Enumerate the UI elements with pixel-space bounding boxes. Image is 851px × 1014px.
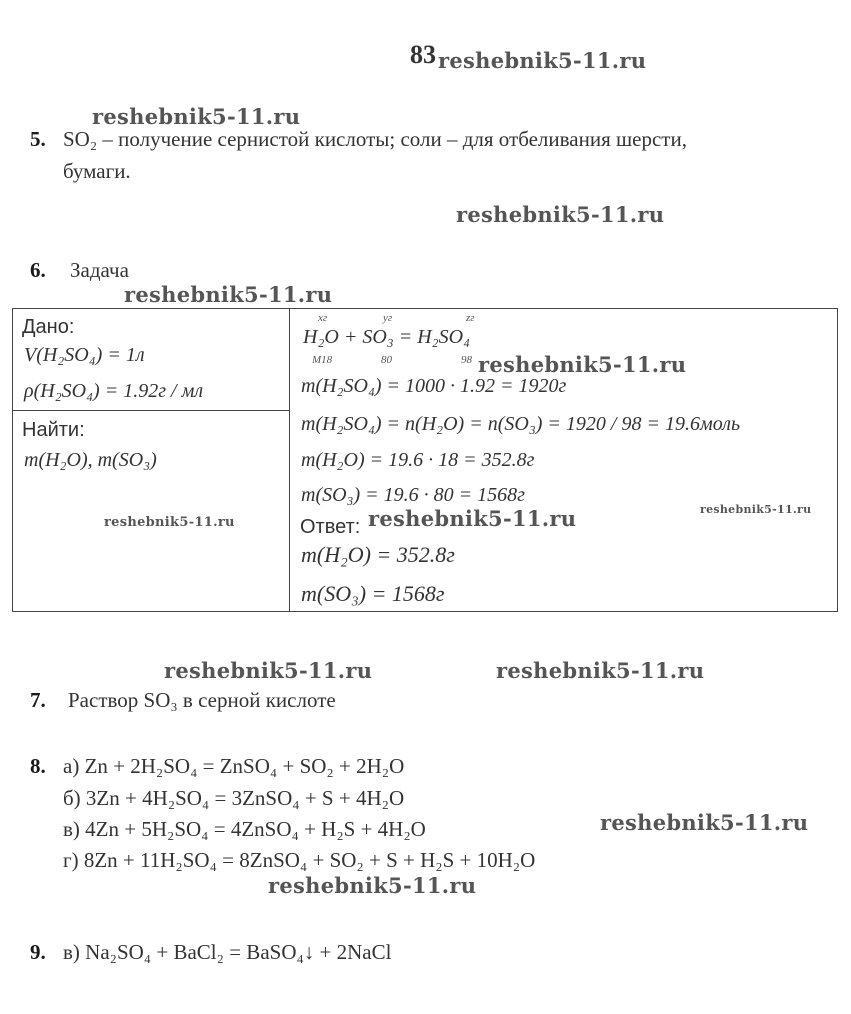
question-5-line-2: бумаги. (63, 159, 131, 183)
question-8-item-b: б) 3Zn + 4H₂SO₄ = 3ZnSO₄ + S + 4H₂O (63, 786, 405, 810)
table-divider-horizontal (12, 410, 290, 411)
watermark: reshebnik5-11.ru (368, 506, 577, 531)
answer-h2o: m(H₂O) = 352.8г (301, 542, 455, 567)
question-8-item-a: а) Zn + 2H₂SO₄ = ZnSO₄ + SO₂ + 2H₂O (63, 754, 405, 778)
question-6-title: Задача (70, 258, 129, 282)
over-label-y: yг (383, 312, 393, 324)
watermark: reshebnik5-11.ru (456, 202, 665, 227)
watermark: reshebnik5-11.ru (600, 810, 809, 835)
question-6-number: 6. (30, 258, 46, 282)
question-8-number: 8. (30, 754, 46, 778)
under-label-h2so4: 98 (461, 354, 472, 366)
given-density: ρ(H₂SO₄) = 1.92г / мл (24, 380, 204, 402)
question-5-number: 5. (30, 127, 46, 151)
question-5-line-1: SO₂ – получение сернистой кислоты; соли – для отбеливания шерсти, (63, 127, 687, 151)
solution-line-4: m(SO₃) = 19.6 · 80 = 1568г (301, 484, 525, 506)
solution-line-2: m(H₂SO₄) = n(H₂O) = n(SO₃) = 1920 / 98 = 19.6моль (301, 413, 741, 435)
page-number: 83 (410, 40, 436, 69)
question-7-text: Раствор SO₃ в серной кислоте (68, 688, 336, 712)
under-label-h2o: M18 (312, 354, 333, 366)
question-9-text: в) Na₂SO₄ + BaCl₂ = BaSO₄↓ + 2NaCl (63, 940, 392, 964)
watermark: reshebnik5-11.ru (164, 658, 373, 683)
watermark: reshebnik5-11.ru (92, 104, 301, 129)
question-8-item-v: в) 4Zn + 5H₂SO₄ = 4ZnSO₄ + H₂S + 4H₂O (63, 817, 426, 841)
watermark: reshebnik5-11.ru (438, 48, 647, 73)
under-label-so3: 80 (381, 354, 392, 366)
watermark: reshebnik5-11.ru (700, 503, 812, 516)
watermark: reshebnik5-11.ru (124, 282, 333, 307)
question-7-number: 7. (30, 688, 46, 712)
given-volume: V(H₂SO₄) = 1л (24, 344, 145, 366)
watermark: reshebnik5-11.ru (496, 658, 705, 683)
given-label: Дано: (22, 316, 75, 338)
over-label-x: xг (318, 312, 328, 324)
reaction-equation: H₂O + SO₃ = H₂SO₄ (303, 326, 471, 348)
watermark: reshebnik5-11.ru (104, 515, 235, 530)
table-divider-vertical (289, 308, 290, 612)
answer-label: Ответ: (300, 516, 361, 538)
question-8-item-g: г) 8Zn + 11H₂SO₄ = 8ZnSO₄ + SO₂ + S + H₂S + 10H₂O (63, 848, 536, 872)
find-label: Найти: (22, 419, 85, 441)
solution-line-1: m(H₂SO₄) = 1000 · 1.92 = 1920г (301, 375, 567, 397)
solution-line-3: m(H₂O) = 19.6 · 18 = 352.8г (301, 449, 535, 471)
watermark: reshebnik5-11.ru (268, 873, 477, 898)
question-9-number: 9. (30, 940, 46, 964)
over-label-z: zг (466, 312, 475, 324)
answer-so3: m(SO₃) = 1568г (301, 581, 445, 606)
watermark: reshebnik5-11.ru (478, 352, 687, 377)
find-values: m(H₂O), m(SO₃) (24, 449, 157, 471)
